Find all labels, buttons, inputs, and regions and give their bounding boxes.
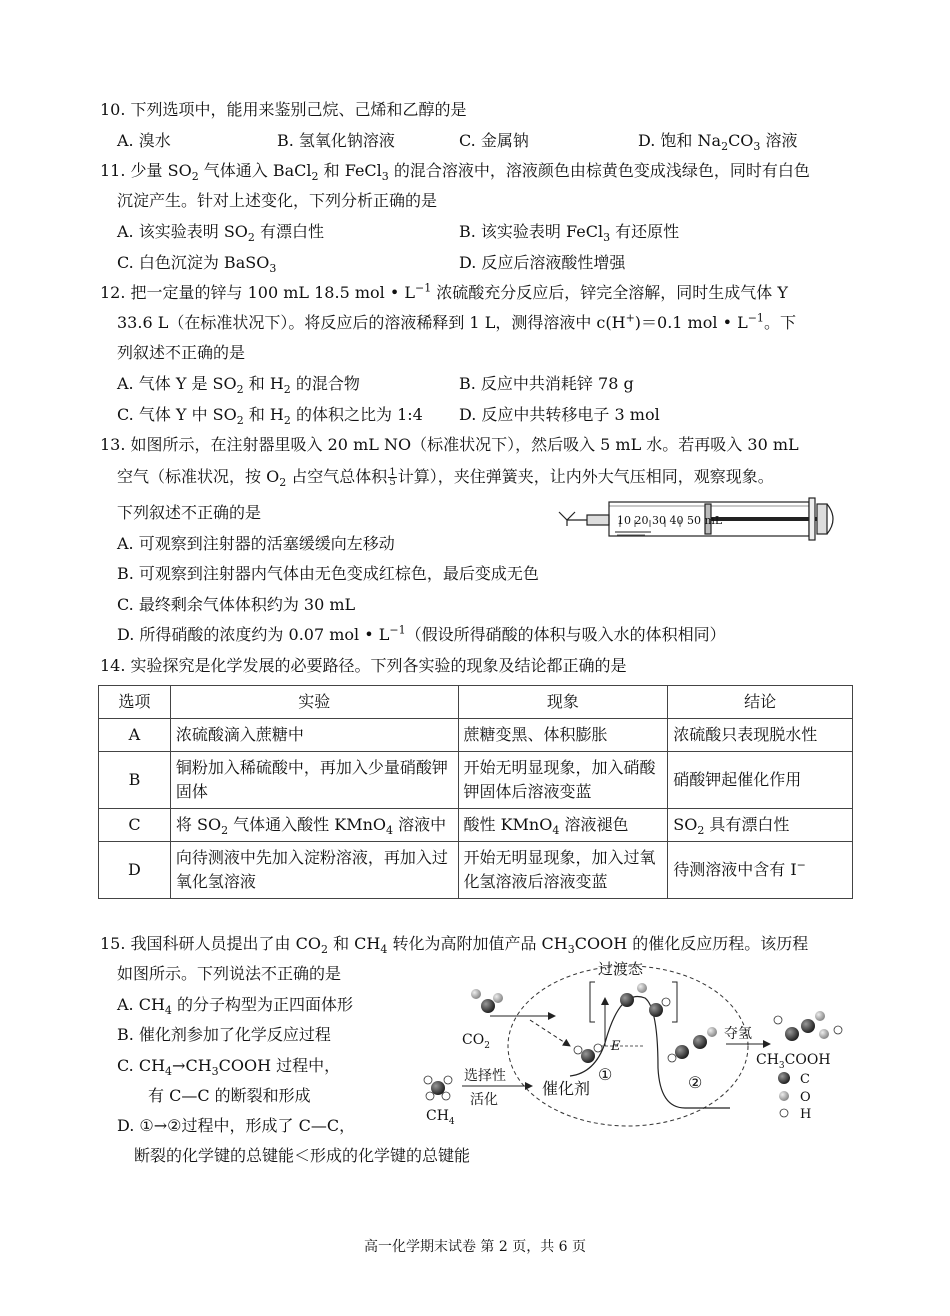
legend-carbon-icon: [778, 1072, 790, 1084]
table-cell-option: A: [99, 719, 171, 752]
hydrogen-abstraction-label: 夺氢: [724, 1026, 752, 1042]
co2-label: $CO_2$: [462, 1032, 490, 1051]
table-header-cell: 结论: [668, 686, 853, 719]
q12-stem-line3: 列叙述不正确的是: [117, 343, 246, 362]
q11-option-c: C. 白色沉淀为 BaSO$_3$: [117, 253, 277, 276]
legend-hydrogen-label: H: [800, 1107, 812, 1122]
q15-option-d-line2: 断裂的化学键的总键能＜形成的化学键的总键能: [134, 1146, 471, 1165]
table-cell-conclusion: 待测溶液中含有 I−: [668, 842, 853, 899]
q15-stem-line2: 如图所示。下列说法不正确的是: [117, 964, 342, 983]
q13-stem-line2: 空气（标准状况，按 $O_2$ 占空气总体积 $\frac{1}{5}$ 计算），夹住弹簧夹，让内外大气压相同，观察现象。: [117, 467, 774, 490]
spring-clamp-icon: [559, 512, 575, 526]
q11-option-a: A. 该实验表明 $SO_2$ 有漂白性: [117, 222, 324, 245]
transition-state-label: 过渡态: [598, 960, 644, 978]
q15-option-c-line2: 有 C—C 的断裂和形成: [148, 1086, 311, 1105]
q12-stem-line1: 12. 把一定量的锌与 100 mL 18.5 mol • $L^{-1}$ 浓硫酸充分反应后，锌完全溶解，同时生成气体 Y: [100, 281, 788, 302]
table-row: [99, 719, 853, 752]
table-cell-experiment: 将 $SO_2$ 气体通入酸性 KMnO$_4$ 溶液中: [170, 809, 458, 842]
table-header-cell: 现象: [458, 686, 668, 719]
q11-stem-line2: 沉淀产生。针对上述变化，下列分析正确的是: [117, 191, 438, 210]
q13-option-d: D. 所得硝酸的浓度约为 0.07 mol • $L^{-1}$（假设所得硝酸的体积与吸入水的体积相同）: [117, 623, 726, 644]
selective-activation-label: 选择性: [464, 1068, 506, 1084]
product-label: $CH_3COOH$: [756, 1052, 831, 1071]
catalysis-mechanism-figure: [420, 958, 860, 1128]
table-header-cell: 实验: [170, 686, 458, 719]
table-cell-conclusion: 浓硫酸只表现脱水性: [668, 719, 853, 752]
activation-label: 活化: [470, 1092, 498, 1108]
q11-option-d: D. 反应后溶液酸性增强: [459, 253, 626, 272]
q12-option-d: D. 反应中共转移电子 3 mol: [459, 405, 660, 424]
table-cell-experiment: 浓硫酸滴入蔗糖中: [170, 719, 458, 752]
table-cell-conclusion: 硝酸钾起催化作用: [668, 752, 853, 809]
table-cell-phenomenon: 蔗糖变黑、体积膨胀: [458, 719, 668, 752]
table-header-row: [99, 686, 853, 719]
q12-stem-line2: 33.6 L（在标准状况下）。将反应后的溶液稀释到 1 L，测得溶液中 c(H+)＝0.1 mol • $L^{-1}$。下: [117, 311, 796, 332]
q10-option-d: D. 饱和 $Na_2CO_3$ 溶液: [638, 131, 798, 154]
table-cell-experiment: 向待测液中先加入淀粉溶液，再加入过氧化氢溶液: [170, 842, 458, 899]
table-cell-experiment: 铜粉加入稀硫酸中，再加入少量硝酸钾固体: [170, 752, 458, 809]
table-cell-phenomenon: 开始无明显现象，加入硝酸钾固体后溶液变蓝: [458, 752, 668, 809]
page-footer: 高一化学期末试卷 第 2 页，共 6 页: [363, 1239, 587, 1255]
q11-stem-line1: 11. 少量 $SO_2$ 气体通入 BaCl$_2$ 和 FeCl$_3$ 的混合溶液中，溶液颜色由棕黄色变成浅绿色，同时有白色: [100, 161, 810, 184]
table-cell-option: C: [99, 809, 171, 842]
table-cell-phenomenon: 酸性 KMnO$_4$ 溶液褪色: [458, 809, 668, 842]
one-fifth-fraction: $\frac{1}{5}$: [389, 467, 396, 488]
q12-option-a: A. 气体 Y 是 $SO_2$ 和 $H_2$ 的混合物: [117, 374, 360, 397]
table-header-cell: 选项: [99, 686, 171, 719]
q15-stem-line1: 15. 我国科研人员提出了由 $CO_2$ 和 $CH_4$ 转化为高附加值产品 $CH_3COOH$ 的催化反应历程。该历程: [100, 934, 809, 957]
table-row: [99, 842, 853, 899]
q12-option-b: B. 反应中共消耗锌 78 g: [459, 374, 634, 393]
activation-energy-label: E: [611, 1039, 621, 1054]
q10-option-a: A. 溴水: [117, 131, 171, 150]
q15-option-a: A. $CH_4$ 的分子构型为正四面体形: [117, 995, 354, 1018]
experiment-table: [98, 685, 853, 899]
table-cell-option: B: [99, 752, 171, 809]
ch4-label: $CH_4$: [426, 1108, 455, 1127]
q15-option-c-line1: C. $CH_4\to CH_3COOH$ 过程中，: [117, 1056, 341, 1079]
legend-oxygen-icon: [779, 1091, 789, 1101]
q10-option-c: C. 金属钠: [459, 131, 529, 150]
syringe-figure: [555, 492, 855, 546]
legend-oxygen-label: O: [800, 1090, 811, 1105]
q14-stem: 14. 实验探究是化学发展的必要路径。下列各实验的现象及结论都正确的是: [100, 656, 627, 675]
q13-option-a: A. 可观察到注射器的活塞缓缓向左移动: [117, 534, 395, 553]
legend-hydrogen-icon: [780, 1109, 788, 1117]
q15-option-b: B. 催化剂参加了化学反应过程: [117, 1025, 331, 1044]
syringe-scale-label: 10 20 30 40 50 mL: [617, 514, 723, 527]
q13-stem-line3: 下列叙述不正确的是: [117, 503, 262, 522]
q12-option-c: C. 气体 Y 中 $SO_2$ 和 $H_2$ 的体积之比为 1:4: [117, 405, 423, 428]
q13-option-b: B. 可观察到注射器内气体由无色变成红棕色，最后变成无色: [117, 564, 539, 583]
legend-carbon-label: C: [800, 1072, 810, 1087]
step1-label: ①: [598, 1065, 613, 1084]
table-row: [99, 752, 853, 809]
step2-label: ②: [688, 1073, 703, 1092]
q13-stem-line1: 13. 如图所示，在注射器里吸入 20 mL NO（标准状况下），然后吸入 5 mL 水。若再吸入 30 mL: [100, 435, 799, 454]
q10-stem: 10. 下列选项中，能用来鉴别己烷、己烯和乙醇的是: [100, 100, 467, 119]
q11-option-b: B. 该实验表明 FeCl$_3$ 有还原性: [459, 222, 680, 245]
catalyst-label: 催化剂: [542, 1079, 591, 1098]
table-cell-option: D: [99, 842, 171, 899]
q10-option-b: B. 氢氧化钠溶液: [277, 131, 395, 150]
table-cell-phenomenon: 开始无明显现象，加入过氧化氢溶液后溶液变蓝: [458, 842, 668, 899]
table-cell-conclusion: $SO_2$ 具有漂白性: [668, 809, 853, 842]
q13-option-c: C. 最终剩余气体体积约为 30 mL: [117, 595, 356, 614]
q15-option-d-line1: D. ①→②过程中，形成了 C—C，: [117, 1116, 356, 1135]
table-row: [99, 809, 853, 842]
